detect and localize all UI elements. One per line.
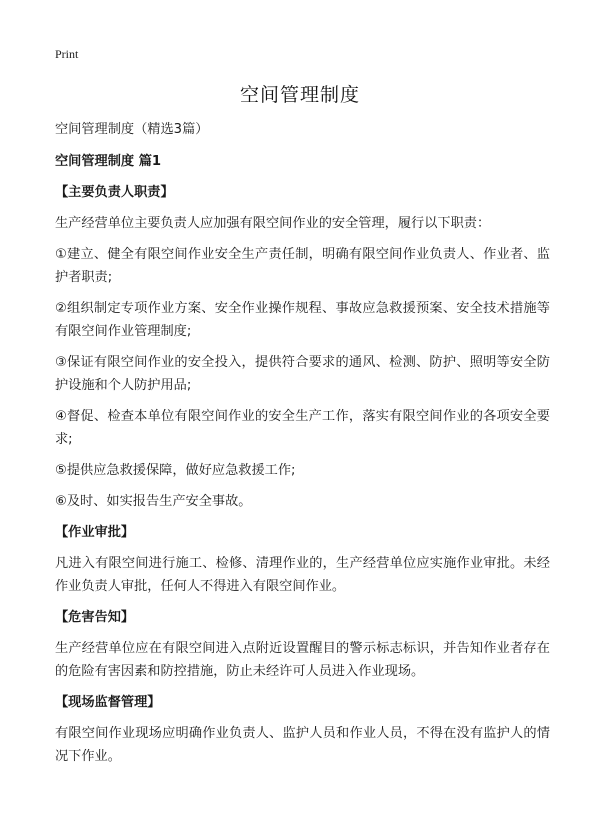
document-subtitle: 空间管理制度（精选3篇） (55, 122, 209, 137)
section-heading-hazard: 【危害告知】 (55, 610, 135, 625)
document-body (55, 118, 550, 776)
responsibility-item: ④督促、检查本单位有限空间作业的安全生产工作，落实有限空间作业的各项安全要求; (55, 409, 550, 447)
section-heading-approval: 【作业审批】 (55, 525, 135, 540)
article-title: 空间管理制度 篇1 (55, 154, 162, 169)
section-heading-supervision: 【现场监督管理】 (55, 695, 161, 710)
print-label: Print (55, 47, 79, 61)
approval-text: 凡进入有限空间进行施工、检修、清理作业的，生产经营单位应实施作业审批。未经作业负责人审批，任何人不得进入有限空间作业。 (55, 556, 550, 594)
supervision-text: 有限空间作业现场应明确作业负责人、监护人员和作业人员，不得在没有监护人的情况下作业。 (55, 726, 550, 764)
responsibility-item: ③保证有限空间作业的安全投入，提供符合要求的通风、检测、防护、照明等安全防护设施和个人防护用品; (55, 355, 550, 393)
document-title: 空间管理制度 (239, 84, 360, 106)
responsibility-item: ⑥及时、如实报告生产安全事故。 (55, 494, 252, 509)
section-heading-responsibilities: 【主要负责人职责】 (55, 185, 174, 200)
responsibility-item: ②组织制定专项作业方案、安全作业操作规程、事故应急救援预案、安全技术措施等有限空间作业管理制度; (55, 301, 550, 339)
responsibility-item: ①建立、健全有限空间作业安全生产责任制，明确有限空间作业负责人、作业者、监护者职责; (55, 247, 550, 285)
hazard-text: 生产经营单位应在有限空间进入点附近设置醒目的警示标志标识，并告知作业者存在的危险有害因素和防控措施，防止未经许可人员进入作业现场。 (55, 641, 550, 679)
responsibilities-intro: 生产经营单位主要负责人应加强有限空间作业的安全管理，履行以下职责： (55, 216, 491, 231)
responsibility-item: ⑤提供应急救援保障，做好应急救援工作; (55, 463, 296, 478)
